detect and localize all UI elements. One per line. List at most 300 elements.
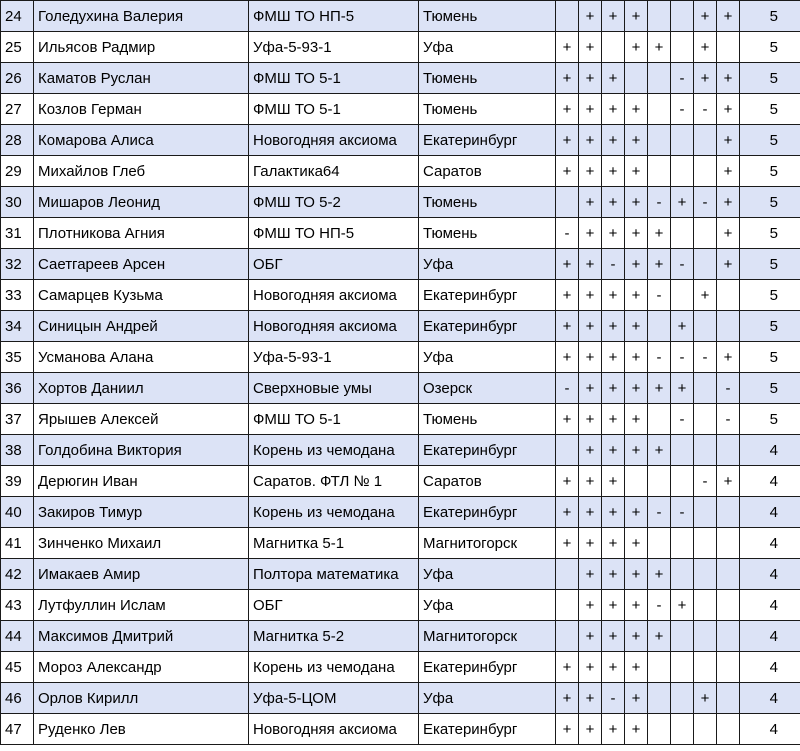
rank-cell: 38 — [1, 435, 34, 466]
city-cell: Екатеринбург — [419, 714, 556, 745]
city-cell: Уфа — [419, 683, 556, 714]
problem-mark-cell — [556, 187, 579, 218]
problem-mark-cell: + — [717, 125, 740, 156]
problem-mark-cell: + — [556, 714, 579, 745]
name-cell: Саетгареев Арсен — [34, 249, 249, 280]
problem-mark-cell: + — [602, 404, 625, 435]
problem-mark-cell: - — [648, 497, 671, 528]
score-cell: 4 — [740, 652, 800, 683]
problem-mark-cell: + — [556, 342, 579, 373]
table-row — [1, 466, 800, 497]
table-row — [1, 187, 800, 218]
name-cell: Закиров Тимур — [34, 497, 249, 528]
problem-mark-cell: + — [556, 404, 579, 435]
problem-mark-cell: + — [625, 683, 648, 714]
problem-mark-cell — [717, 497, 740, 528]
problem-mark-cell: - — [671, 342, 694, 373]
table-row — [1, 156, 800, 187]
problem-mark-cell: + — [579, 63, 602, 94]
problem-mark-cell: - — [648, 280, 671, 311]
problem-mark-cell — [694, 652, 717, 683]
problem-mark-cell: + — [579, 652, 602, 683]
problem-mark-cell: + — [556, 652, 579, 683]
name-cell: Голдобина Виктория — [34, 435, 249, 466]
score-cell: 4 — [740, 621, 800, 652]
problem-mark-cell — [694, 435, 717, 466]
problem-mark-cell: - — [671, 404, 694, 435]
problem-mark-cell — [625, 466, 648, 497]
rank-cell: 42 — [1, 559, 34, 590]
problem-mark-cell: + — [602, 714, 625, 745]
city-cell: Тюмень — [419, 1, 556, 32]
problem-mark-cell: + — [717, 466, 740, 497]
problem-mark-cell: + — [694, 32, 717, 63]
score-cell: 5 — [740, 63, 800, 94]
problem-mark-cell: + — [602, 528, 625, 559]
table-row — [1, 280, 800, 311]
problem-mark-cell: + — [579, 218, 602, 249]
problem-mark-cell — [717, 559, 740, 590]
problem-mark-cell — [671, 125, 694, 156]
problem-mark-cell: + — [648, 559, 671, 590]
score-cell: 5 — [740, 342, 800, 373]
score-cell: 4 — [740, 497, 800, 528]
problem-mark-cell: + — [602, 652, 625, 683]
problem-mark-cell — [671, 1, 694, 32]
problem-mark-cell — [648, 94, 671, 125]
rank-cell: 39 — [1, 466, 34, 497]
name-cell: Зинченко Михаил — [34, 528, 249, 559]
problem-mark-cell — [602, 32, 625, 63]
city-cell: Саратов — [419, 466, 556, 497]
problem-mark-cell — [671, 32, 694, 63]
name-cell: Плотникова Агния — [34, 218, 249, 249]
problem-mark-cell — [671, 156, 694, 187]
score-cell: 5 — [740, 311, 800, 342]
name-cell: Руденко Лев — [34, 714, 249, 745]
problem-mark-cell — [717, 714, 740, 745]
name-cell: Козлов Герман — [34, 94, 249, 125]
problem-mark-cell: + — [625, 621, 648, 652]
table-row — [1, 1, 800, 32]
team-cell: ФМШ ТО 5-1 — [249, 94, 419, 125]
problem-mark-cell — [717, 621, 740, 652]
name-cell: Каматов Руслан — [34, 63, 249, 94]
problem-mark-cell: + — [579, 714, 602, 745]
problem-mark-cell: + — [579, 683, 602, 714]
problem-mark-cell: + — [602, 218, 625, 249]
problem-mark-cell: - — [671, 63, 694, 94]
problem-mark-cell: + — [717, 1, 740, 32]
table-row — [1, 125, 800, 156]
rank-cell: 44 — [1, 621, 34, 652]
problem-mark-cell: + — [602, 373, 625, 404]
team-cell: Сверхновые умы — [249, 373, 419, 404]
city-cell: Уфа — [419, 342, 556, 373]
problem-mark-cell: + — [648, 249, 671, 280]
name-cell: Мишаров Леонид — [34, 187, 249, 218]
name-cell: Ярышев Алексей — [34, 404, 249, 435]
problem-mark-cell: + — [648, 435, 671, 466]
score-cell: 4 — [740, 466, 800, 497]
problem-mark-cell: - — [556, 218, 579, 249]
team-cell: Саратов. ФТЛ № 1 — [249, 466, 419, 497]
score-cell: 4 — [740, 590, 800, 621]
problem-mark-cell: + — [602, 311, 625, 342]
problem-mark-cell: + — [556, 156, 579, 187]
name-cell: Михайлов Глеб — [34, 156, 249, 187]
table-row — [1, 218, 800, 249]
problem-mark-cell: - — [671, 94, 694, 125]
table-row — [1, 652, 800, 683]
team-cell: ФМШ ТО НП-5 — [249, 218, 419, 249]
problem-mark-cell: - — [648, 342, 671, 373]
problem-mark-cell: + — [579, 590, 602, 621]
problem-mark-cell — [671, 280, 694, 311]
problem-mark-cell — [717, 683, 740, 714]
team-cell: Новогодняя аксиома — [249, 714, 419, 745]
table-row — [1, 373, 800, 404]
problem-mark-cell — [648, 311, 671, 342]
score-cell: 5 — [740, 94, 800, 125]
table-row — [1, 311, 800, 342]
problem-mark-cell: + — [602, 590, 625, 621]
problem-mark-cell: + — [625, 311, 648, 342]
problem-mark-cell: + — [717, 94, 740, 125]
problem-mark-cell — [671, 621, 694, 652]
score-cell: 5 — [740, 373, 800, 404]
problem-mark-cell: + — [625, 497, 648, 528]
name-cell: Дерюгин Иван — [34, 466, 249, 497]
problem-mark-cell — [648, 466, 671, 497]
score-cell: 4 — [740, 559, 800, 590]
problem-mark-cell — [625, 63, 648, 94]
problem-mark-cell: + — [648, 621, 671, 652]
rank-cell: 46 — [1, 683, 34, 714]
problem-mark-cell: + — [625, 528, 648, 559]
city-cell: Екатеринбург — [419, 435, 556, 466]
table-row — [1, 32, 800, 63]
problem-mark-cell: + — [579, 311, 602, 342]
rank-cell: 33 — [1, 280, 34, 311]
problem-mark-cell: + — [625, 652, 648, 683]
problem-mark-cell — [648, 683, 671, 714]
problem-mark-cell — [648, 652, 671, 683]
problem-mark-cell: + — [602, 156, 625, 187]
problem-mark-cell: + — [717, 218, 740, 249]
rank-cell: 43 — [1, 590, 34, 621]
problem-mark-cell: - — [717, 373, 740, 404]
problem-mark-cell: + — [579, 497, 602, 528]
problem-mark-cell — [694, 528, 717, 559]
problem-mark-cell — [694, 404, 717, 435]
team-cell: Магнитка 5-1 — [249, 528, 419, 559]
problem-mark-cell: + — [556, 249, 579, 280]
table-row — [1, 342, 800, 373]
city-cell: Екатеринбург — [419, 280, 556, 311]
rank-cell: 30 — [1, 187, 34, 218]
city-cell: Озерск — [419, 373, 556, 404]
score-cell: 5 — [740, 404, 800, 435]
team-cell: Корень из чемодана — [249, 435, 419, 466]
problem-mark-cell — [556, 621, 579, 652]
rank-cell: 36 — [1, 373, 34, 404]
problem-mark-cell — [648, 63, 671, 94]
problem-mark-cell: - — [671, 249, 694, 280]
problem-mark-cell — [694, 311, 717, 342]
score-cell: 5 — [740, 156, 800, 187]
city-cell: Тюмень — [419, 187, 556, 218]
problem-mark-cell: + — [556, 63, 579, 94]
problem-mark-cell: + — [602, 466, 625, 497]
city-cell: Екатеринбург — [419, 652, 556, 683]
problem-mark-cell: + — [717, 249, 740, 280]
table-row — [1, 528, 800, 559]
problem-mark-cell — [694, 249, 717, 280]
problem-mark-cell: + — [579, 373, 602, 404]
team-cell: ФМШ ТО 5-1 — [249, 63, 419, 94]
team-cell: ФМШ ТО 5-2 — [249, 187, 419, 218]
name-cell: Максимов Дмитрий — [34, 621, 249, 652]
city-cell: Тюмень — [419, 218, 556, 249]
problem-mark-cell: + — [556, 528, 579, 559]
problem-mark-cell: + — [625, 32, 648, 63]
table-row — [1, 63, 800, 94]
problem-mark-cell — [648, 1, 671, 32]
problem-mark-cell: + — [625, 156, 648, 187]
problem-mark-cell: + — [648, 218, 671, 249]
problem-mark-cell: + — [694, 280, 717, 311]
problem-mark-cell: + — [694, 1, 717, 32]
problem-mark-cell — [671, 435, 694, 466]
problem-mark-cell: + — [579, 125, 602, 156]
problem-mark-cell: + — [579, 32, 602, 63]
problem-mark-cell: + — [717, 342, 740, 373]
problem-mark-cell — [671, 683, 694, 714]
problem-mark-cell — [671, 714, 694, 745]
problem-mark-cell: - — [602, 683, 625, 714]
name-cell: Ильясов Радмир — [34, 32, 249, 63]
city-cell: Екатеринбург — [419, 311, 556, 342]
rank-cell: 45 — [1, 652, 34, 683]
score-cell: 5 — [740, 187, 800, 218]
problem-mark-cell — [648, 714, 671, 745]
rank-cell: 29 — [1, 156, 34, 187]
problem-mark-cell — [694, 559, 717, 590]
problem-mark-cell: + — [625, 94, 648, 125]
problem-mark-cell: + — [602, 559, 625, 590]
problem-mark-cell: + — [602, 435, 625, 466]
score-cell: 5 — [740, 280, 800, 311]
problem-mark-cell: + — [625, 125, 648, 156]
problem-mark-cell: + — [602, 187, 625, 218]
problem-mark-cell — [671, 528, 694, 559]
city-cell: Уфа — [419, 249, 556, 280]
problem-mark-cell: + — [556, 497, 579, 528]
problem-mark-cell: + — [556, 125, 579, 156]
problem-mark-cell: + — [625, 590, 648, 621]
team-cell: Новогодняя аксиома — [249, 311, 419, 342]
problem-mark-cell: + — [717, 63, 740, 94]
table-row — [1, 683, 800, 714]
problem-mark-cell — [648, 528, 671, 559]
problem-mark-cell: + — [671, 187, 694, 218]
problem-mark-cell — [671, 466, 694, 497]
city-cell: Тюмень — [419, 63, 556, 94]
problem-mark-cell: + — [579, 187, 602, 218]
team-cell: ОБГ — [249, 590, 419, 621]
problem-mark-cell: - — [694, 187, 717, 218]
name-cell: Голедухина Валерия — [34, 1, 249, 32]
problem-mark-cell — [648, 125, 671, 156]
rank-cell: 47 — [1, 714, 34, 745]
team-cell: ФМШ ТО НП-5 — [249, 1, 419, 32]
problem-mark-cell: + — [556, 94, 579, 125]
problem-mark-cell — [694, 156, 717, 187]
problem-mark-cell — [717, 435, 740, 466]
problem-mark-cell — [694, 497, 717, 528]
table-row — [1, 621, 800, 652]
team-cell: Магнитка 5-2 — [249, 621, 419, 652]
name-cell: Лутфуллин Ислам — [34, 590, 249, 621]
problem-mark-cell: + — [648, 32, 671, 63]
name-cell: Самарцев Кузьма — [34, 280, 249, 311]
problem-mark-cell: - — [694, 94, 717, 125]
problem-mark-cell: + — [579, 435, 602, 466]
city-cell: Екатеринбург — [419, 497, 556, 528]
table-row — [1, 435, 800, 466]
problem-mark-cell: + — [694, 683, 717, 714]
problem-mark-cell: + — [602, 342, 625, 373]
problem-mark-cell: + — [579, 466, 602, 497]
team-cell: Уфа-5-ЦОМ — [249, 683, 419, 714]
rank-cell: 27 — [1, 94, 34, 125]
rank-cell: 28 — [1, 125, 34, 156]
problem-mark-cell: + — [625, 187, 648, 218]
problem-mark-cell: + — [579, 621, 602, 652]
name-cell: Имакаев Амир — [34, 559, 249, 590]
problem-mark-cell: + — [556, 32, 579, 63]
problem-mark-cell — [648, 404, 671, 435]
problem-mark-cell: + — [602, 125, 625, 156]
score-cell: 5 — [740, 249, 800, 280]
team-cell: Уфа-5-93-1 — [249, 342, 419, 373]
team-cell: Полтора математика — [249, 559, 419, 590]
problem-mark-cell — [717, 32, 740, 63]
city-cell: Уфа — [419, 32, 556, 63]
team-cell: Уфа-5-93-1 — [249, 32, 419, 63]
rank-cell: 24 — [1, 1, 34, 32]
table-row — [1, 497, 800, 528]
problem-mark-cell: + — [602, 1, 625, 32]
city-cell: Уфа — [419, 590, 556, 621]
problem-mark-cell — [717, 311, 740, 342]
problem-mark-cell: + — [602, 63, 625, 94]
problem-mark-cell — [671, 218, 694, 249]
name-cell: Усманова Алана — [34, 342, 249, 373]
city-cell: Саратов — [419, 156, 556, 187]
city-cell: Тюмень — [419, 404, 556, 435]
problem-mark-cell: - — [556, 373, 579, 404]
rank-cell: 32 — [1, 249, 34, 280]
problem-mark-cell — [556, 1, 579, 32]
city-cell: Магнитогорск — [419, 621, 556, 652]
problem-mark-cell: + — [625, 280, 648, 311]
team-cell: Новогодняя аксиома — [249, 280, 419, 311]
problem-mark-cell: + — [579, 528, 602, 559]
problem-mark-cell: + — [625, 435, 648, 466]
problem-mark-cell: + — [579, 404, 602, 435]
problem-mark-cell: + — [602, 94, 625, 125]
problem-mark-cell — [717, 528, 740, 559]
problem-mark-cell — [671, 652, 694, 683]
problem-mark-cell: + — [602, 621, 625, 652]
rank-cell: 40 — [1, 497, 34, 528]
results-table-body — [1, 1, 800, 745]
score-cell: 5 — [740, 218, 800, 249]
score-cell: 5 — [740, 125, 800, 156]
problem-mark-cell: + — [717, 156, 740, 187]
rank-cell: 26 — [1, 63, 34, 94]
problem-mark-cell — [717, 590, 740, 621]
problem-mark-cell: + — [579, 94, 602, 125]
problem-mark-cell: + — [648, 373, 671, 404]
problem-mark-cell: + — [579, 280, 602, 311]
problem-mark-cell: - — [694, 466, 717, 497]
problem-mark-cell: + — [579, 559, 602, 590]
score-cell: 4 — [740, 683, 800, 714]
team-cell: Корень из чемодана — [249, 497, 419, 528]
rank-cell: 37 — [1, 404, 34, 435]
rank-cell: 35 — [1, 342, 34, 373]
problem-mark-cell: + — [579, 156, 602, 187]
team-cell: Галактика64 — [249, 156, 419, 187]
score-cell: 4 — [740, 435, 800, 466]
problem-mark-cell: + — [579, 1, 602, 32]
score-cell: 5 — [740, 32, 800, 63]
city-cell: Уфа — [419, 559, 556, 590]
problem-mark-cell — [556, 590, 579, 621]
problem-mark-cell: + — [579, 342, 602, 373]
problem-mark-cell — [556, 435, 579, 466]
problem-mark-cell: + — [625, 1, 648, 32]
problem-mark-cell — [694, 714, 717, 745]
problem-mark-cell: + — [602, 280, 625, 311]
problem-mark-cell: - — [602, 249, 625, 280]
problem-mark-cell: + — [625, 714, 648, 745]
name-cell: Комарова Алиса — [34, 125, 249, 156]
problem-mark-cell: + — [579, 249, 602, 280]
table-row — [1, 94, 800, 125]
rank-cell: 34 — [1, 311, 34, 342]
problem-mark-cell: + — [556, 683, 579, 714]
team-cell: ОБГ — [249, 249, 419, 280]
team-cell: Новогодняя аксиома — [249, 125, 419, 156]
table-row — [1, 249, 800, 280]
problem-mark-cell: + — [671, 590, 694, 621]
team-cell: ФМШ ТО 5-1 — [249, 404, 419, 435]
team-cell: Корень из чемодана — [249, 652, 419, 683]
problem-mark-cell — [671, 559, 694, 590]
problem-mark-cell: + — [625, 404, 648, 435]
problem-mark-cell: + — [625, 559, 648, 590]
city-cell: Тюмень — [419, 94, 556, 125]
problem-mark-cell: + — [671, 373, 694, 404]
problem-mark-cell: - — [694, 342, 717, 373]
rank-cell: 25 — [1, 32, 34, 63]
problem-mark-cell: + — [717, 187, 740, 218]
name-cell: Хортов Даниил — [34, 373, 249, 404]
